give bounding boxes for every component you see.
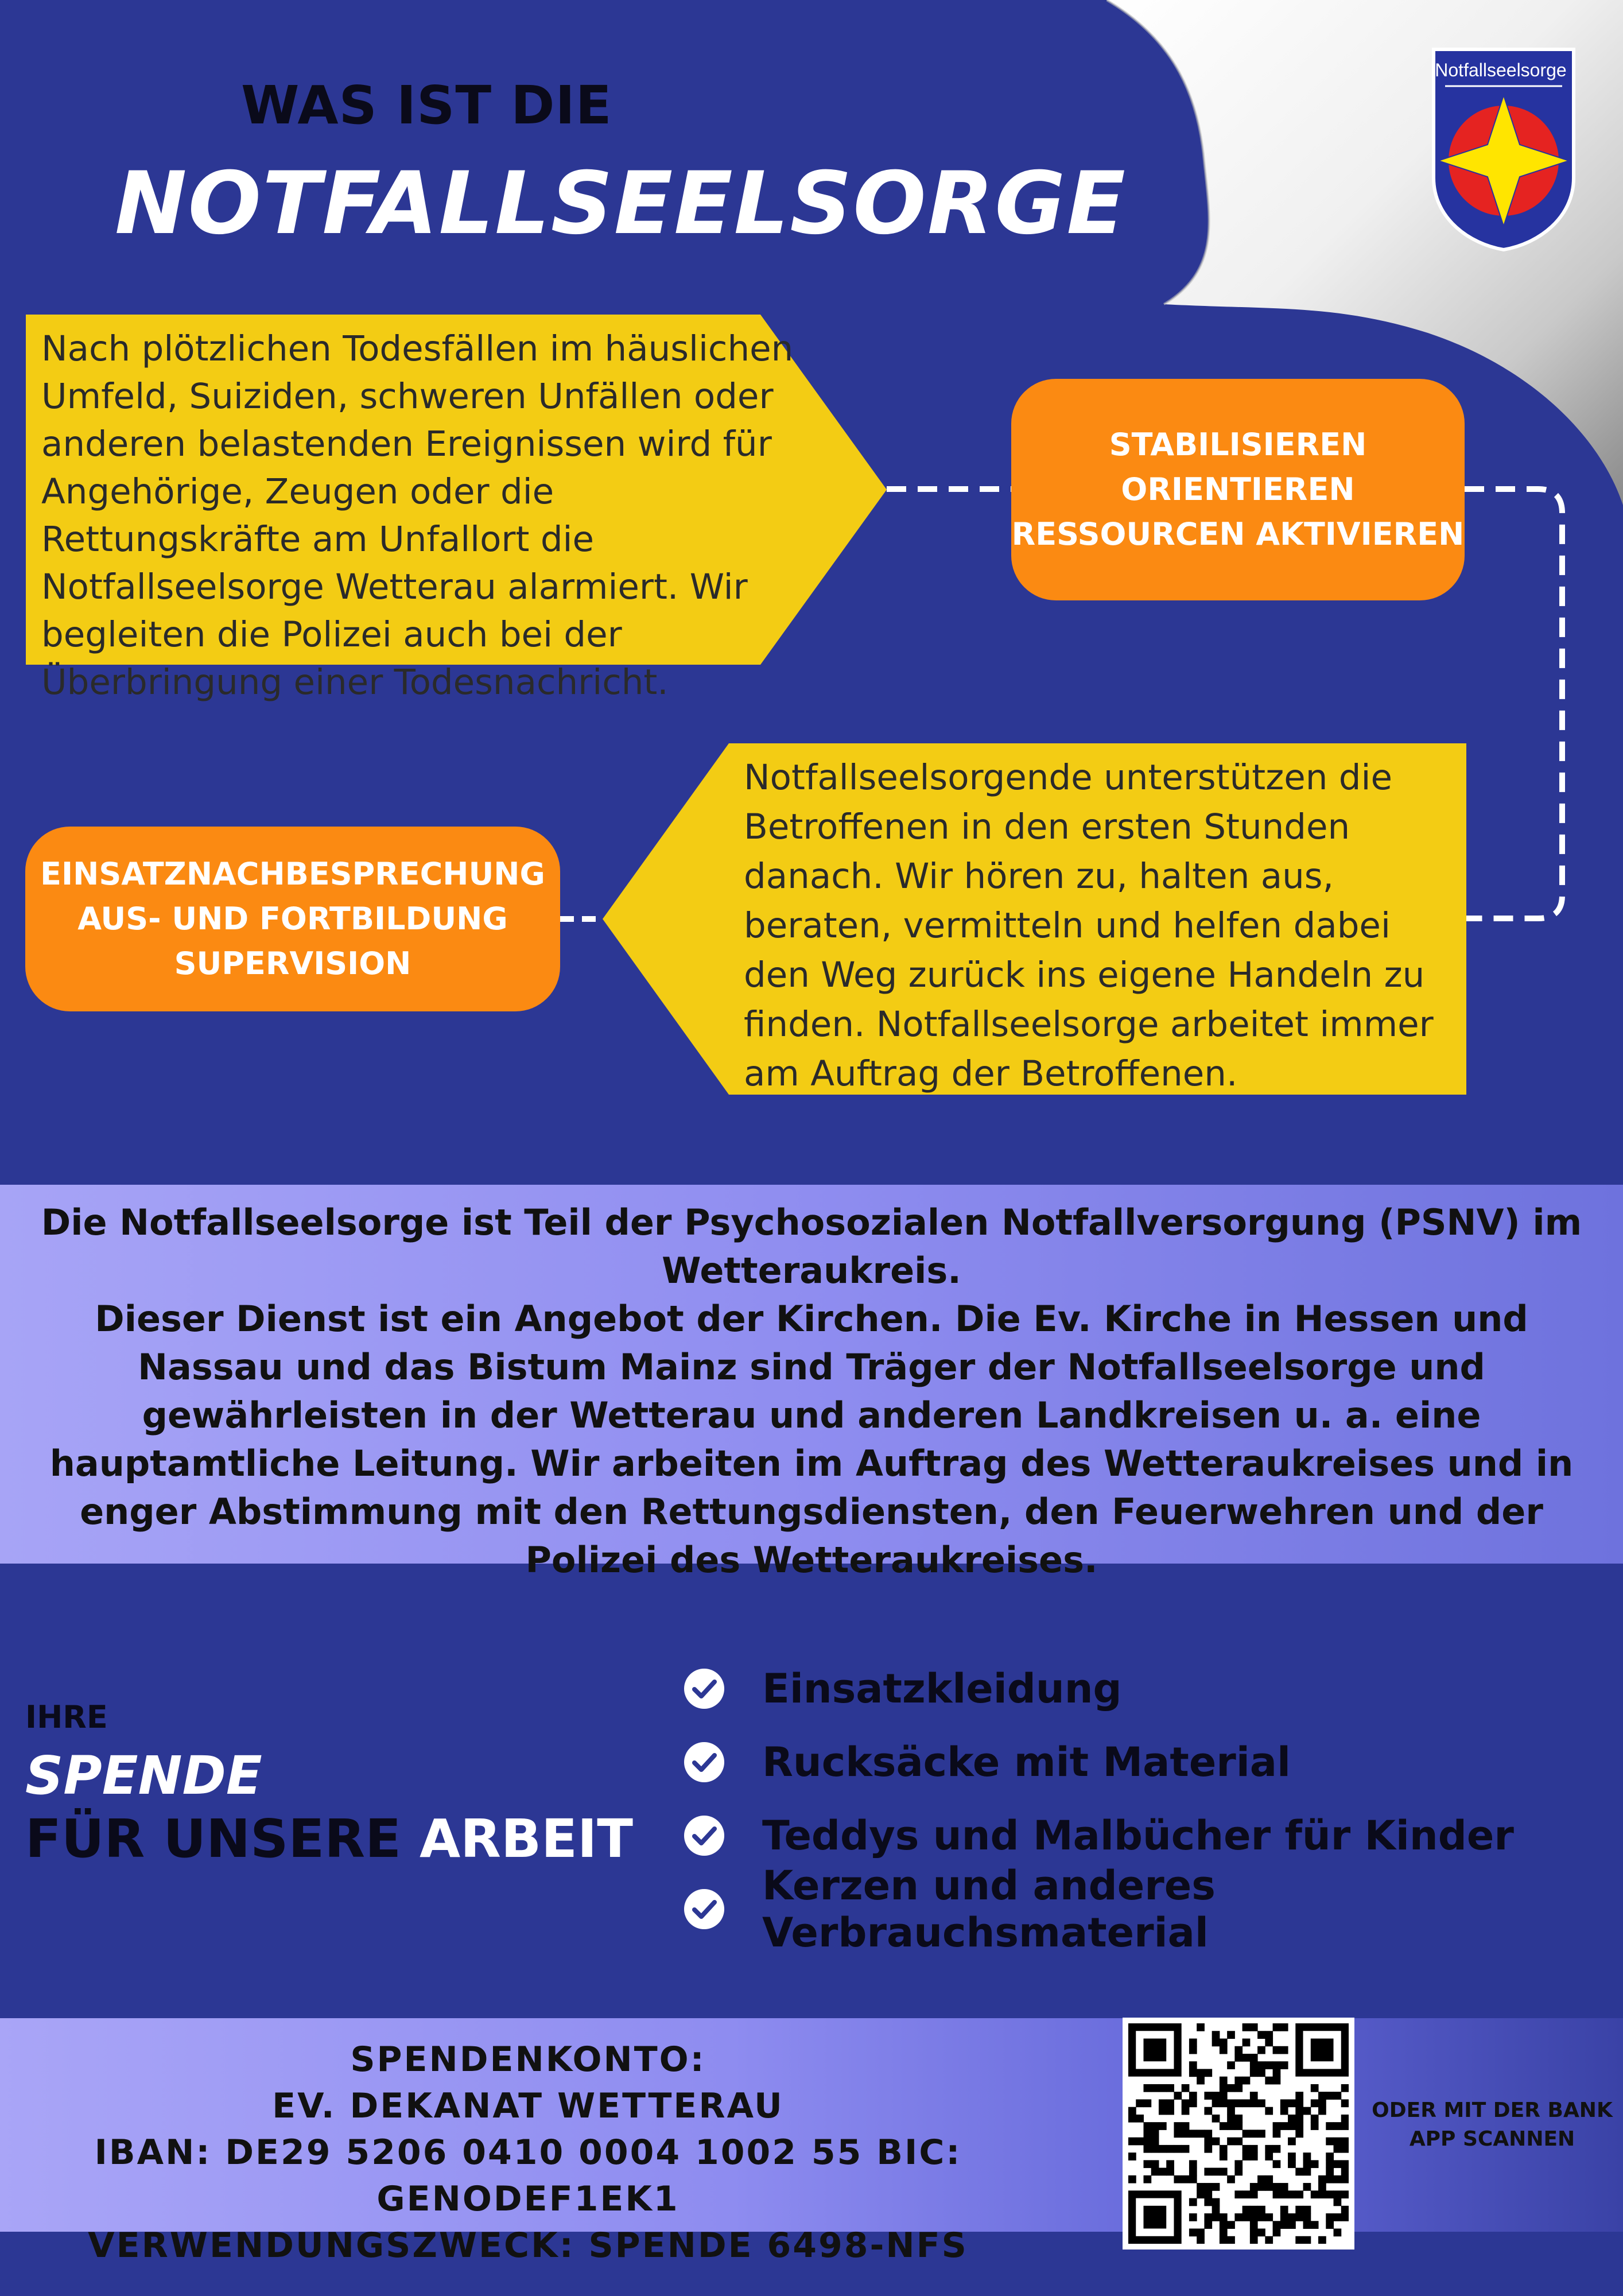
check-circle-icon — [683, 1888, 725, 1930]
info-box-support-text: Notfallseelsorgende unterstützen die Betroffenen in den ersten Stunden danach. Wir hören zu, halten aus, beraten, vermitteln und helfen dabei den Weg zurück ins eigene Handeln zu finden. Notfallseelsorge arbeitet immer am Auftrag der Betroffenen. — [744, 757, 1434, 1094]
list-item-label: Kerzen und anderes Verbrauchsmaterial — [762, 1862, 1216, 1956]
pill-stabilisieren — [1011, 379, 1465, 600]
donation-spende: SPENDE — [25, 1745, 262, 1806]
info-box-alarm-text: Nach plötzlichen Todesfällen im häuslichen Umfeld, Suiziden, schweren Unfällen oder anderen belastenden Ereignissen wird für Angehörige, Zeugen oder die Rettungskräfte am Unfallort die Notfallseelsorge Wetterau alarmiert. Wir begleiten die Polizei auch bei der Überbringung einer Todesnachricht. — [41, 328, 794, 703]
check-circle-icon — [683, 1741, 725, 1783]
pill-line: SUPERVISION — [174, 945, 411, 982]
bank-purpose: VERWENDUNGSZWECK: SPENDE 6498-NFS — [88, 2225, 968, 2266]
bank-iban: IBAN: DE29 5206 0410 0004 1002 55 BIC: GENODEF1EK1 — [94, 2132, 962, 2219]
list-item-label: Rucksäcke mit Material — [762, 1739, 1291, 1786]
donation-checklist — [683, 1652, 1613, 1956]
bank-line: EV. DEKANAT WETTERAU — [272, 2086, 784, 2126]
pill-line: STABILISIEREN — [1109, 426, 1367, 463]
bank-line: SPENDENKONTO: — [350, 2039, 706, 2080]
list-item-label: Einsatzkleidung — [762, 1665, 1122, 1712]
pill-line: AUS- UND FORTBILDUNG — [77, 901, 508, 937]
donation-ihre: IHRE — [25, 1699, 108, 1735]
check-circle-icon — [683, 1667, 725, 1710]
bank-details — [11, 2037, 1045, 2269]
list-item — [683, 1799, 1613, 1872]
title-small: WAS IST DIE — [241, 75, 612, 136]
page-title: NOTFALLSEELSORGE — [115, 154, 1127, 254]
qr-code[interactable] — [1123, 2018, 1354, 2250]
logo-text: Notfallseelsorge — [1435, 60, 1567, 80]
donation-fuer-unsere-arbeit — [25, 1808, 633, 1870]
check-circle-icon — [683, 1814, 725, 1857]
pill-line: EINSATZNACHBESPRECHUNG — [40, 856, 545, 892]
pill-line: RESSOURCEN AKTIVIEREN — [1011, 516, 1465, 552]
list-item — [683, 1725, 1613, 1799]
scan-hint: ODER MIT DER BANK APP SCANNEN — [1372, 2099, 1613, 2151]
psnv-text: Die Notfallseelsorge ist Teil der Psychosozialen Notfallversorgung (PSNV) im Wetteraukreis. Dieser Dienst ist ein Angebot der Kirchen. Die Ev. Kirche in Hessen und Nassau und das Bistum Mainz sind Träger der Notfallseelsorge und gewährleisten in der Wetterau und anderen Landkreisen u. a. eine hauptamtliche Leitung. Wir arbeiten im Auftrag des Wetteraukreises und in enger Abstimmung mit den Rettungsdiensten, den Feuerwehren und der Polizei des Wetteraukreises. — [41, 1201, 1582, 1581]
pill-einsatznachbesprechung — [25, 827, 560, 1011]
list-item — [683, 1862, 1613, 1956]
qr-code-icon — [1128, 2023, 1349, 2244]
donation-fuer-unsere: FÜR UNSERE — [25, 1808, 401, 1870]
connector-pill1-box2 — [1465, 489, 1562, 918]
list-item-label: Teddys und Malbücher für Kinder — [762, 1812, 1514, 1859]
list-item — [683, 1652, 1613, 1725]
donation-arbeit: ARBEIT — [419, 1808, 633, 1870]
pill-line: ORIENTIEREN — [1121, 471, 1355, 507]
